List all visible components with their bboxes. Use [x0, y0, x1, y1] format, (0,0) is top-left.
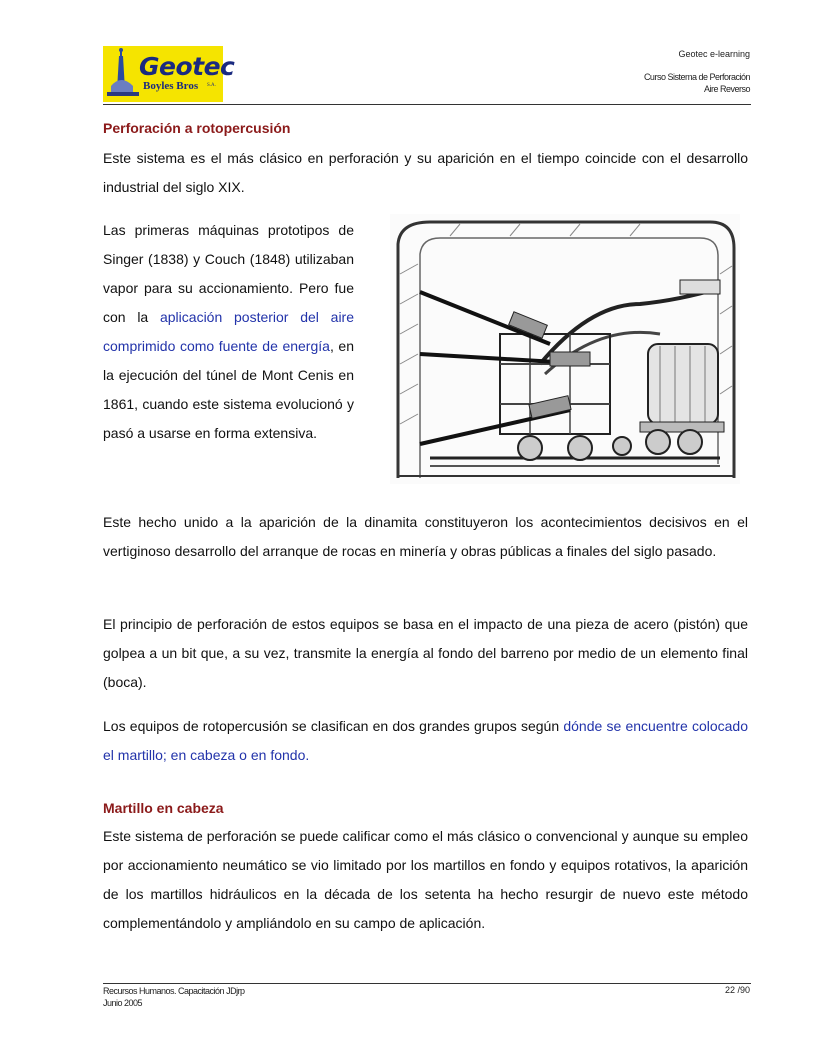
history-paragraph [103, 216, 354, 448]
principle-paragraph: El principio de perforación de estos equipos se basa en el impacto de una pieza de acero (pistón) que golpea a un bit que, a su vez, transmite la energía al fondo del barreno por medio de un elemento final (boca). [103, 616, 748, 690]
history-text-end: , en la ejecución del túnel de Mont Cenis en 1861, cuando este sistema evolucionó y pasó a usarse en forma extensiva. [103, 338, 354, 441]
logo-sa: S.A. [207, 83, 216, 88]
groups-highlight: dónde se encuentre colocado el martillo; en cabeza o en fondo [103, 718, 748, 763]
section-heading-rotopercusion: Perforación a rotopercusión [103, 120, 291, 136]
footer-department: Recursos Humanos. Capacitación JDjrp [103, 986, 245, 996]
course-name: Curso Sistema de Perforación [643, 72, 750, 82]
footer-date: Junio 2005 [103, 998, 143, 1008]
history-highlight: aplicación posterior del aire comprimido como fuente de energía [103, 309, 354, 354]
groups-text-start: Los equipos de rotopercusión se clasifican en dos grandes grupos según [103, 718, 564, 734]
section-heading-martillo-cabeza: Martillo en cabeza [103, 800, 224, 816]
groups-text-end: . [305, 747, 310, 763]
header-divider [103, 104, 751, 105]
drilling-machine-illustration [390, 214, 740, 484]
logo-wordmark: Geotec [139, 52, 235, 81]
header-info [644, 48, 750, 95]
history-text-start: Las primeras máquinas prototipos de Singer (1838) y Couch (1848) utilizaban vapor para su accionamiento. Pero fue con la [103, 222, 354, 325]
footer-divider [103, 983, 751, 984]
logo-subtext: Boyles Bros [143, 80, 199, 92]
intro-paragraph: Este sistema es el más clásico en perforación y su aparición en el tiempo coincide con el desarrollo industrial del siglo XIX. [103, 150, 748, 195]
groups-paragraph [103, 712, 748, 770]
course-topic: Aire Reverso [703, 84, 750, 94]
page-number: 22 /90 [724, 985, 750, 995]
geotec-logo [103, 46, 235, 102]
site-name: Geotec e-learning [678, 49, 750, 59]
martillo-cabeza-paragraph: Este sistema de perforación se puede calificar como el más clásico o convencional y aunque su empleo por accionamiento neumático se vio limitado por los martillos en fondo y equipos rotativos, la aparición de los martillos hidráulicos en la década de los setenta ha hecho resurgir de nuevo este método complementándolo y ampliándolo en su campo de aplicación. [103, 828, 748, 931]
drilling-machine-image [390, 214, 740, 484]
footer-info [103, 985, 245, 1009]
dynamite-paragraph: Este hecho unido a la aparición de la dinamita constituyeron los acontecimientos decisivos en el vertiginoso desarrollo del arranque de rocas en minería y obras públicas a finales del siglo pasado. [103, 514, 748, 559]
